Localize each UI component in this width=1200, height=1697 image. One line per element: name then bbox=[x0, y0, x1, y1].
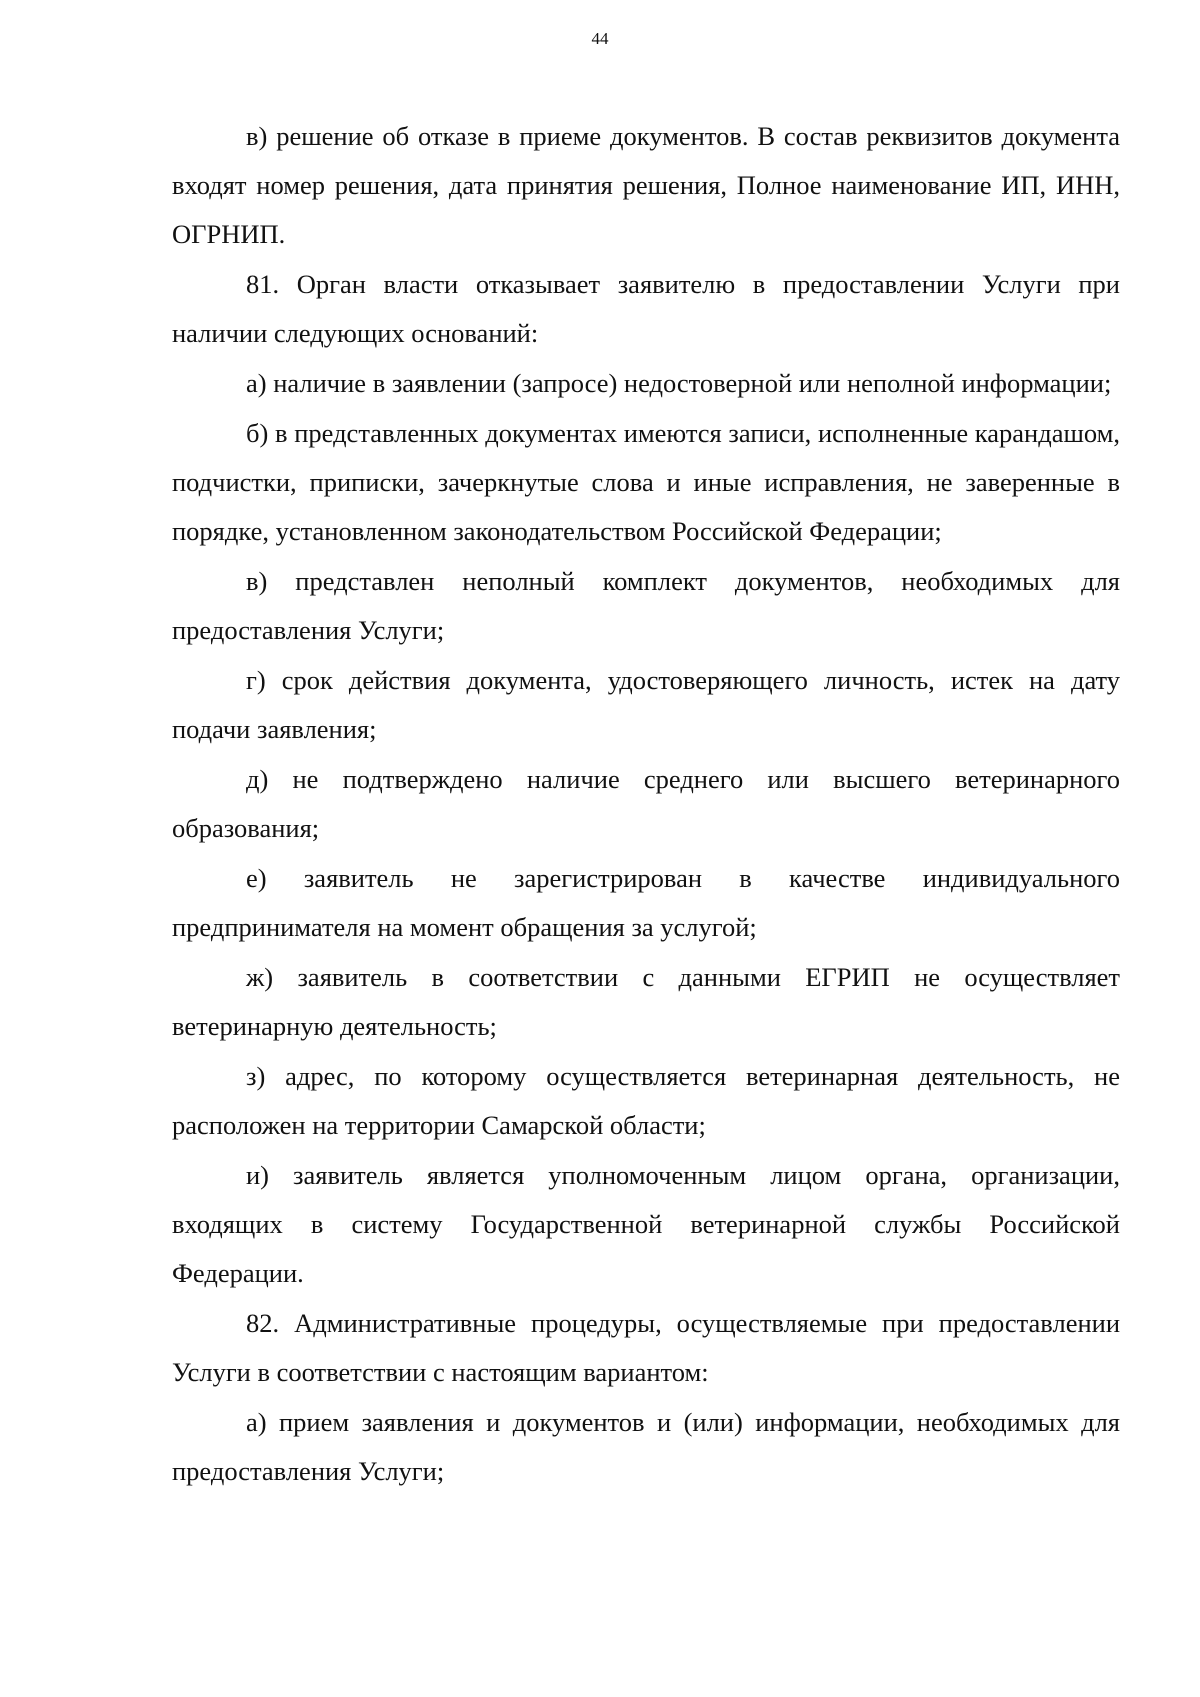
list-item-a: а) наличие в заявлении (запросе) недостоверной или неполной информации; bbox=[246, 368, 1112, 398]
list-item-d: д) не подтверждено наличие среднего или высшего ветеринарного образования; bbox=[172, 764, 1120, 843]
list-item-i: и) заявитель является уполномоченным лицом органа, организации, входящих в систему Государственной ветеринарной службы Российской Федерации. bbox=[172, 1160, 1120, 1288]
list-item-g: г) срок действия документа, удостоверяющего личность, истек на дату подачи заявления; bbox=[172, 665, 1120, 744]
paragraph-81-grounds-for-refusal: 81. Орган власти отказывает заявителю в предоставлении Услуги при наличии следующих оснований: bbox=[172, 269, 1120, 348]
list-item-zh: ж) заявитель в соответствии с данными ЕГРИП не осуществляет ветеринарную деятельность; bbox=[172, 962, 1120, 1041]
document-body bbox=[172, 112, 1120, 1497]
list-item-z: з) адрес, по которому осуществляется ветеринарная деятельность, не расположен на территории Самарской области; bbox=[172, 1061, 1120, 1140]
paragraph-v-refusal-decision: в) решение об отказе в приеме документов. В состав реквизитов документа входят номер решения, дата принятия решения, Полное наименование ИП, ИНН, ОГРНИП. bbox=[172, 121, 1120, 249]
list-item-v: в) представлен неполный комплект документов, необходимых для предоставления Услуги; bbox=[172, 566, 1120, 645]
paragraph-82-administrative-procedures: 82. Административные процедуры, осуществляемые при предоставлении Услуги в соответствии с настоящим вариантом: bbox=[172, 1308, 1120, 1387]
page-number: 44 bbox=[591, 29, 609, 48]
list-item-b: б) в представленных документах имеются записи, исполненные карандашом, подчистки, приписки, зачеркнутые слова и иные исправления, не заверенные в порядке, установленном законодательством Российской Федерации; bbox=[172, 418, 1120, 546]
list-item-e: е) заявитель не зарегистрирован в качестве индивидуального предпринимателя на момент обращения за услугой; bbox=[172, 863, 1120, 942]
list-item-a-procedure: а) прием заявления и документов и (или) информации, необходимых для предоставления Услуги; bbox=[172, 1407, 1120, 1486]
